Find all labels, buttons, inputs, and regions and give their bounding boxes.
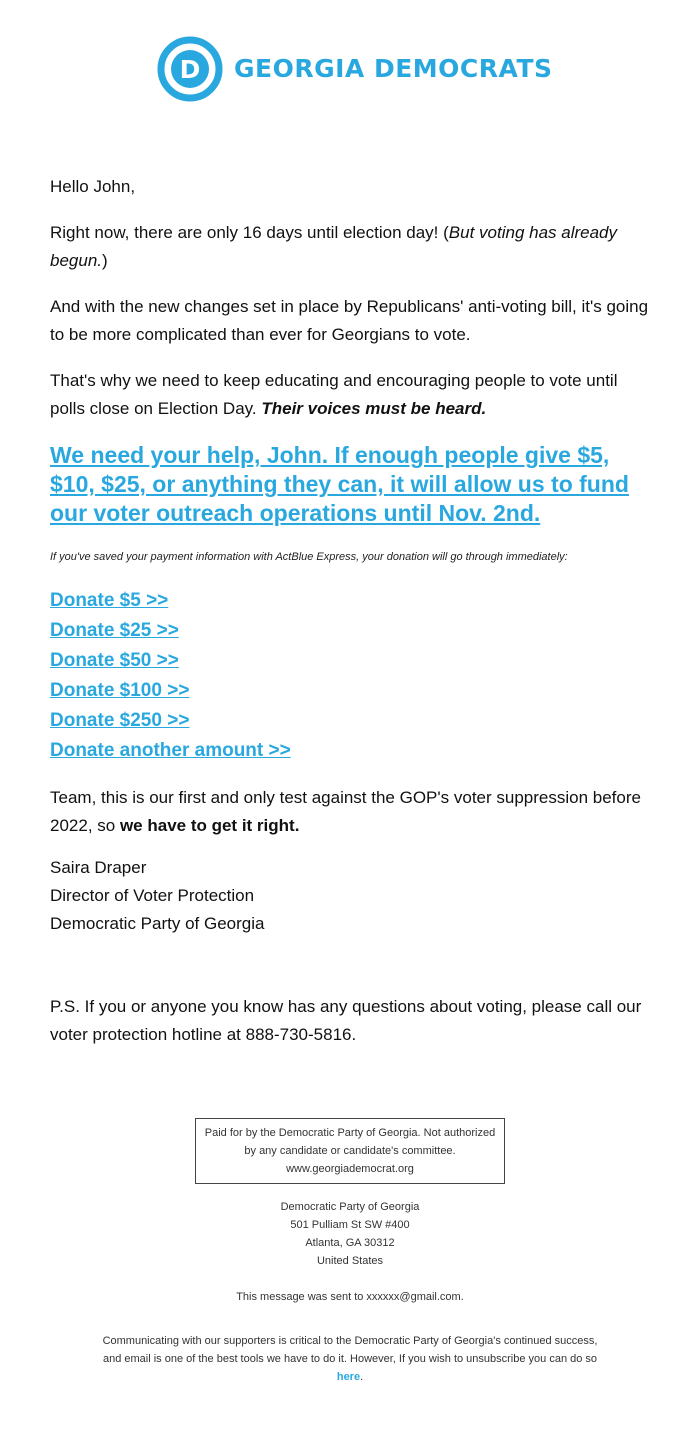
- brand-name: GEORGIA DEMOCRATS: [234, 54, 553, 83]
- sent-to-notice: This message was sent to xxxxxx@gmail.com.: [236, 1291, 464, 1303]
- donate-other-amount-link[interactable]: Donate another amount >>: [50, 740, 291, 761]
- paragraph-days-left: Right now, there are only 16 days until election day! (But voting has already begun.): [50, 223, 618, 270]
- donate-100-link[interactable]: Donate $100 >>: [50, 680, 190, 701]
- website-link[interactable]: www.georgiademocrat.org: [286, 1163, 414, 1175]
- postscript: P.S. If you or anyone you know has any questions about voting, please call our voter protection hotline at 888-730-5816.: [50, 997, 642, 1044]
- signature-name: Saira Draper: [50, 858, 147, 877]
- paid-for-disclaimer: Paid for by the Democratic Party of Georgia. Not authorized by any candidate or candidate's committee. www.georgiademocrat.org: [195, 1118, 505, 1184]
- donate-250-link[interactable]: Donate $250 >>: [50, 710, 190, 731]
- unsubscribe-notice: Communicating with our supporters is critical to the Democratic Party of Georgia's continued success, and email is one of the best tools we have to do it. However, If you wish to unsubscribe you can do so here.: [102, 1335, 598, 1383]
- signature: [50, 854, 650, 938]
- paragraph-anti-voting-bill: And with the new changes set in place by Republicans' anti-voting bill, it's going to be more complicated than ever for Georgians to vote.: [50, 297, 649, 344]
- donate-links: [50, 586, 650, 766]
- signature-org: Democratic Party of Georgia: [50, 914, 265, 933]
- donate-5-link[interactable]: Donate $5 >>: [50, 590, 169, 611]
- paragraph-first-test: Team, this is our first and only test against the GOP's voter suppression before 2022, so we have to get it right.: [50, 788, 641, 835]
- greeting: Hello John,: [50, 177, 136, 196]
- logo-letter: D: [179, 55, 201, 84]
- paragraph-educating: That's why we need to keep educating and encouraging people to vote until polls close on Election Day. Their voices must be heard.: [50, 371, 618, 418]
- mailing-address: Democratic Party of Georgia 501 Pulliam St SW #400 Atlanta, GA 30312 United States: [280, 1201, 420, 1267]
- democrats-logo-icon: [157, 36, 223, 102]
- donate-25-link[interactable]: Donate $25 >>: [50, 620, 179, 641]
- donate-50-link[interactable]: Donate $50 >>: [50, 650, 179, 671]
- unsubscribe-link[interactable]: here: [336, 1371, 361, 1383]
- email-body: [50, 173, 650, 1049]
- footer: [0, 1118, 700, 1386]
- cta-donate-link[interactable]: We need your help, John. If enough people give $5, $10, $25, or anything they can, it will allow us to fund our voter outreach operations until Nov. 2nd.: [50, 442, 629, 526]
- signature-title: Director of Voter Protection: [50, 886, 255, 905]
- actblue-note: If you've saved your payment information with ActBlue Express, your donation will go through immediately:: [50, 551, 568, 563]
- header-logo[interactable]: [0, 0, 700, 140]
